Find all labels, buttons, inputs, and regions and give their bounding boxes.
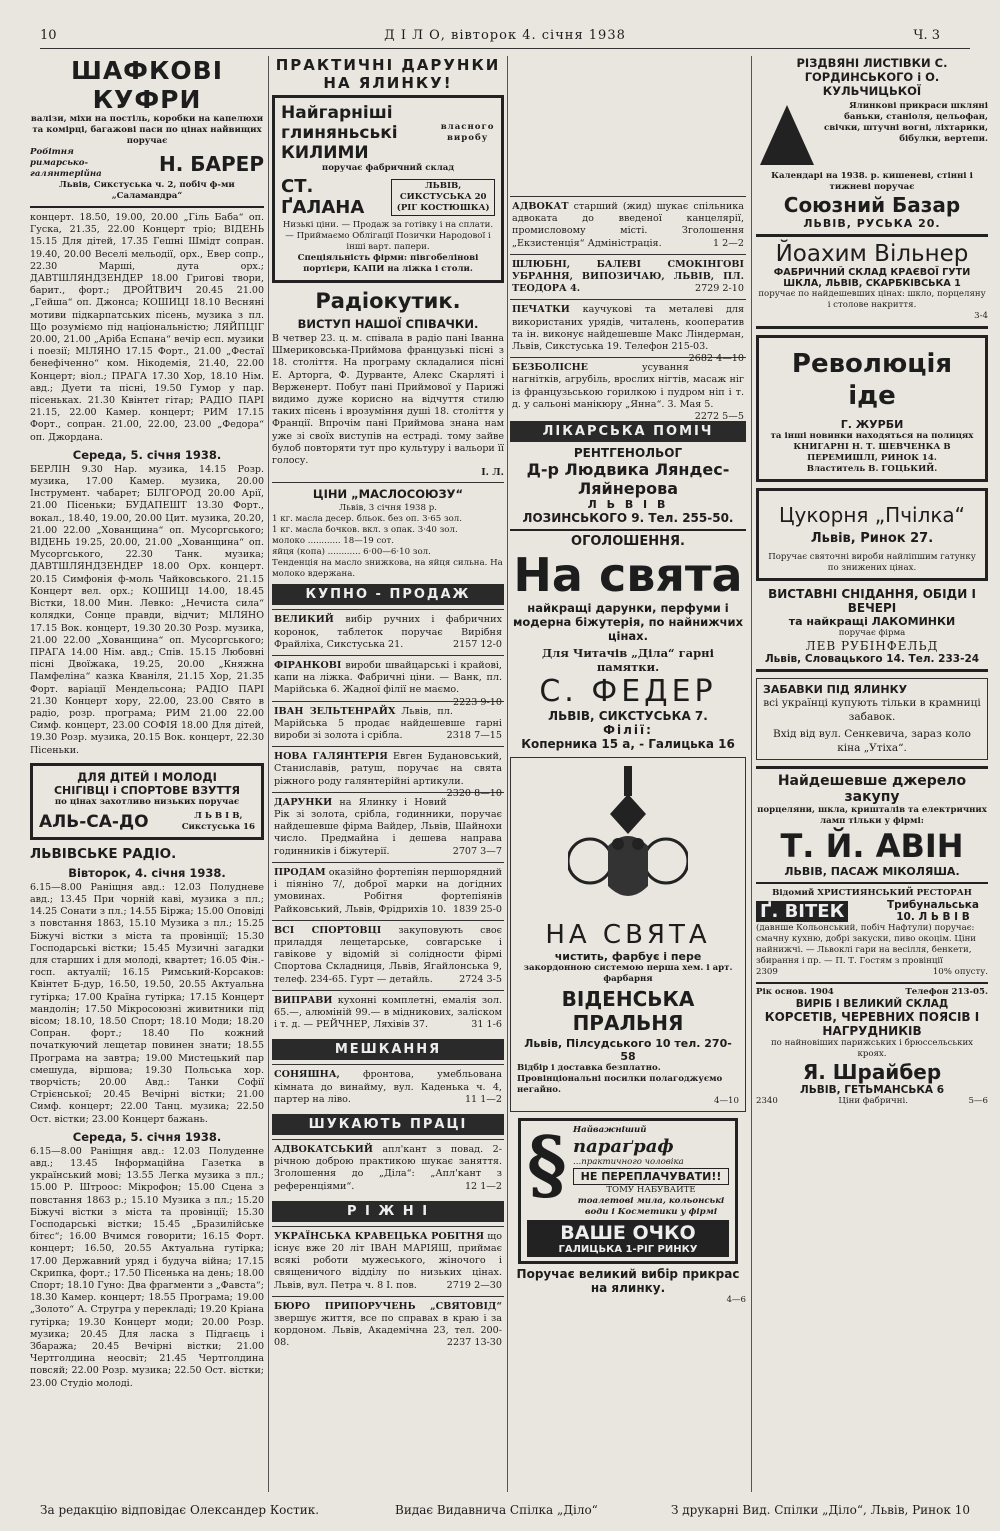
classified-ad-head: УКРАЇНСЬКА КРАВЕЦЬКА РОБІТНЯ <box>274 1230 485 1242</box>
buysell-list <box>272 609 504 1035</box>
lviv-radio-heading: ЛЬВІВСЬКЕ РАДІО. <box>30 845 177 862</box>
kufry-maker: Робітня римарсько-галянтерійна <box>30 147 102 179</box>
classified-ad <box>272 655 504 708</box>
ad-toys <box>756 678 988 760</box>
ad-revolution <box>756 335 988 482</box>
wilner-code: 3-4 <box>974 311 988 321</box>
para-address: ГАЛИЦЬКА 1-РІГ РИНКУ <box>558 1244 698 1256</box>
para-line1: ...практичного чоловіка <box>573 1157 684 1168</box>
kylymy-spec: Спеціяльність фірми: півгобелінові портієри, КАПИ на ліжка і столи. <box>297 253 479 274</box>
kylymy-firm: СТ. ҐАЛАНА <box>281 176 365 218</box>
column-3 <box>510 56 746 1492</box>
page-number: 10 <box>40 28 57 43</box>
classified-ad-code: 2707 3—7 <box>452 845 502 857</box>
classified-ad-head: ШЛЮБНІ, БАЛЕВІ СМОКІНГОВІ УБРАННЯ, ВИПОЗИЧАЮ, ЛЬВІВ, ПЛ. ТЕОДОРА 4. <box>512 258 744 295</box>
nasviata-title: На свята <box>513 548 743 603</box>
classified-ad-text: Евген Будановський, Станиславів, ратуш, поручає на свята ріжного роду галянтерійні артикули. <box>274 751 502 787</box>
classified-ad <box>272 1296 504 1354</box>
prices-date: Львів, 3 січня 1938 р. <box>339 503 437 514</box>
classified-ad-head: ФІРАНКОВІ <box>274 660 342 672</box>
housing-list <box>272 1064 504 1110</box>
para-top: Найважніший <box>573 1125 647 1136</box>
section-work: ШУКАЮТЬ ПРАЦІ <box>272 1114 504 1135</box>
avin-address: ЛЬВІВ, ПАСАЖ МІКОЛЯША. <box>784 865 960 878</box>
classified-ad <box>272 1139 504 1197</box>
kids-address: Сикстуська 16 <box>181 821 255 832</box>
classified-ad <box>272 990 504 1036</box>
vitek-text: (давнше Кольонський, побіч Нафтули) поручає: смачну кухню, добрі закуски, пиво окоцім. Ціни найнижчі. — Львоклі гари на весілля, бенкети, збирання і пр. — П. Т. Гостям з провінції <box>756 923 977 966</box>
ad-pchilka <box>756 488 988 581</box>
para-line3: тоалетові мила, кольонські води і Косметики у фірмі <box>577 1196 725 1218</box>
classified-ad-text: оказійно фортепіян першорядний і піяніно 7/, доброї марки на догідних умовинах. Робітня фортепіянів Райковський, Львів, Фрідрихів 10. <box>274 866 502 915</box>
ad-paragraph <box>518 1118 738 1264</box>
corset-text: по найновіших парижських і брюссельських кроях. <box>770 1038 974 1059</box>
classified-ad-text: що існує вже 20 літ ІВАН МАРІЯШ, приймає всякі роботи мужеського, жіночого і священичого відділу по низьких цінах. Львів, вул. Петра ч. 8 І. пов. <box>274 1230 502 1291</box>
radiokutyk-title: Радіокутик. <box>315 289 461 313</box>
radio-program: концерт. 18.50, 19.00, 20.00 „Гіль Баба“ оп. Гуска, 21.35, 22.00 Концерт тріо; ВІДЕНЬ 15.15 Для дітей, 17.35 Гешні Шмідт сопран. 19.40, 20.00 Веселі мельодії, орх., Евер сопр., 22.30 Марші, дута орх.; ДАВТШЛЯНДЗЕНДЕР 18.00 Григові твори, барит., форт.; ДРОЙТВИЧ 20.45 21.00 „Гейша“ оп. Джонса; КОШИЦІ 18.10 Весняні мотиви підкарпатських пісень, музика з пл. Що розуміємо під національністю; ЛЯЙПЦІГ 20.00, 21.00 „Аріба Еспана“ вечір есп. музики і поезії; МІЛЯНО 17.15 Форт., 21.00 „Фестаї бенефіченно“ ком. Нікодемія, 21.40, 22.00 Концерт; віол.; ПРАГА 17.30 Хор, 18.10 Нім. авд.; Дуети та пісні, 19.50 Гумор у пар. пісеньках. 21.30 Квінтет гітар; РАДІО ПАРІ 21.15, 22.00 Камер. концерт; РИМ 17.15 Форт., сопран. 21.00, 22.00, 23.00 „Федора“ оп. Джордана. <box>30 212 264 443</box>
kylymy-own: власного виробу <box>440 122 495 143</box>
rev-text: та інші новинки находяться на полицях КНИГАРНІ Н. Т. ШЕВЧЕНКА В ПЕРЕМИШЛІ, РИНОК 14. <box>770 431 974 463</box>
classified-ad <box>272 609 504 655</box>
classified-ad-code: 2729 2-10 <box>694 283 744 295</box>
classified-ad-text: старший (жид) шукає спільника адвоката до введеної канцелярії, промисловому місті. Зголошення „Екзистенція“ Адміністрація. <box>512 201 744 249</box>
lviv-program: 6.15—8.00 Раніщня авд.: 12.03 Полудневе авд.; 13.45 При чорній каві, музика з пл.; 14.25 Сонати з пл.; 14.55 Біржа; 15.00 Оповіді з повстання 1863, 15.10 Музика з пл.; 15.25 Біжучі вістки з міста та провінції; 15.30 Господарські вістки; 15.45 Музичні загадки для старших і для молоді, квартет; 16.05 Фін.-госп. актуалії; 16.15 Римський-Корсаков: Квінтет Б-дур, 16.50, 19.50, 20.55 Актуальна гутірка; 17.00 Країна гутірка; 17.15 Концерт мандолін; 17.50 Мікросоюзні живитники під вісом; 18.10, 18.50 Спорт; 18.10 Моди; 18.20 Сопран. форт.; 18.40 По кожний початкуючий лещетар повинен знати; 18.55 Програма на завтра; 19.00 Мистецький пар смешуда, віршова; 19.30 Польська хор. творчість; 20.00 Авд.: Танки Софії Стрієнської; 20.45 Вечірні вістки; 21.00 Симф. концерт; 22.00 Танц. музика; 22.50 Ост. вістки; 23.00 Концерт бажань. <box>30 881 264 1125</box>
classified-ad-text: апл'кант з повад. 2-річною доброю практикою шукає заняття. Зголошення до „Діла“: „Апл'кант з референціями“. <box>274 1143 502 1192</box>
pchilka-text: Поручає святочні вироби найліпшим гатунку по знижених цінах. <box>768 552 976 573</box>
work-list <box>272 1139 504 1197</box>
classified-ad-head: ВСІ СПОРТОВЦІ <box>274 924 382 936</box>
gifts-banner: ПРАКТИЧНІ ДАРУНКИ НА ЯЛИНКУ! <box>275 56 501 92</box>
classified-ad <box>272 1064 504 1110</box>
pralnia-title: НА СВЯТА <box>545 920 711 951</box>
classified-ad-code: 2223 9-10 <box>452 696 502 708</box>
section-buysell: КУПНО - ПРОДАЖ <box>272 584 504 605</box>
classified-ad-code: 2318 7—15 <box>446 730 502 742</box>
bazar-address: ЛЬВІВ, РУСЬКА 20. <box>803 217 941 230</box>
wilner-text: поручає по найдешевших цінах: шкло, порцеляну і столове накриття. <box>758 289 986 310</box>
section-misc: Р І Ж Н І <box>272 1201 504 1222</box>
classified-ad-text: Львів, пл. Марійська 5 продає найдешевше гарні вироби зі золота і срібла. <box>274 705 502 742</box>
radiokutyk-text: В четвер 23. ц. м. співала в радіо пані Іванна Шмериковська-Приймова французькі пісні з 18. століття. На програму складалися пісні Е. Арторга, Ф. Дурванте, Алекс Скарляті і Верженерт. Побут пані Приймової у Парижі видимо дуже корисно на відчуття стилю таких пісень і врозуміння душі 18. століття у Франції. Впрочім пані Приймова знана нам уже зі своїх виступів на естраді. тому зайве булоб повторяти тут про культуру і вальори її голосу. <box>272 333 504 467</box>
toys-text: всі українці купують тільки в крамниці забавок. <box>763 697 981 723</box>
classified-ad-text: кухонні комплетні, емалія зол. 65.—, алюміній 99.— в мідникових, заліском і т. д. — РЕЙЧНЕР, Ляхівів 37. <box>274 994 502 1031</box>
classified-ad-text: фронтова, умебльована кімната до винайму, вул. Каденька ч. 4, партер на ліво. <box>274 1069 502 1105</box>
classified-ad-text: на Ялинку і Новий Рік зі золота, срібла, годинники, поручає найдешевше фірма Вайдер, Львів, Шайнохи число. Предмайна і дешева направа годинників і біжутерії. <box>274 796 502 857</box>
avin-text: порцеляни, шкла, кришталів та електричних ламп тільки у фірмі: <box>757 805 987 826</box>
classified-ad-head: СОНЯШНА, <box>274 1069 340 1081</box>
pralnia-address: Львів, Пілсудського 10 тел. 270-58 <box>524 1037 732 1064</box>
pralnia-note: Відбір і доставка безплатно. Провінціональні посилки полагоджуємо негайно. <box>517 1063 723 1096</box>
corset-code2: 5—6 <box>968 1096 988 1106</box>
classified-ad-head: НОВА ГАЛЯНТЕРІЯ <box>274 751 388 763</box>
feder-address: ЛЬВІВ, СИКСТУСЬКА 7. <box>548 709 708 724</box>
classified-ad-head: ДАРУНКИ <box>274 796 333 808</box>
rev-title: Революція іде <box>791 349 953 411</box>
prices-row: 1 кг. масла десер. бльок. без оп. 3·65 зол. <box>272 514 462 525</box>
classified-ad <box>272 746 504 799</box>
classified-ad-text: вироби швайцарські і крайові, капи на ліжка. Фабричні ціни. — Ванк, пл. Марійська 6. Жадної філії не маємо. <box>274 660 502 696</box>
corset-address: ЛЬВІВ, ГЕТЬМАНСЬКА 6 <box>799 1084 945 1096</box>
classified-ad-code: 2272 5—5 <box>694 411 744 423</box>
classified-ad-head: ВИПРАВИ <box>274 994 333 1006</box>
medical-band: ЛІКАРСЬКА ПОМІЧ <box>510 421 746 442</box>
ad-cards <box>756 56 988 237</box>
ad-wilner <box>756 237 988 329</box>
corset-code: 2340 <box>756 1096 778 1106</box>
corset-head: ВИРІБ І ВЕЛИКИЙ СКЛАД <box>795 998 949 1010</box>
avin-name: Т. Й. АВІН <box>780 827 964 865</box>
corset-prices: Ціни фабричні. <box>838 1096 908 1106</box>
classified-ad-text: вибір ручних і фабричних коронок, таблеток поручає Вирібня Фрайліха, Сикстуська 21. <box>274 614 502 650</box>
prices-row: 1 кг. масла бочков. вкл. з опак. 3·40 зол. <box>272 525 458 536</box>
medical-address: ЛОЗИНСЬКОГО 9. Тел. 255-50. <box>522 511 734 526</box>
kids-firm: АЛЬ-СА-ДО <box>39 811 149 832</box>
wilner-name: Йоахим Вільнер <box>775 241 969 267</box>
pralnia-sub: закордонною системою перша хем. і арт. фарбарня <box>523 963 733 985</box>
ad-kylymy <box>272 95 504 283</box>
wilner-sub: ФАБРИЧНИЙ СКЛАД КРАЄВОЇ ГУТИ ШКЛА, ЛЬВІВ, СКАРБКІВСЬКА 1 <box>773 267 971 289</box>
medical-sub: РЕНТГЕНОЛЬОГ <box>573 446 683 461</box>
corset-year: Рік основ. 1904 <box>756 987 834 997</box>
bazar-name: Союзний Базар <box>783 193 961 217</box>
kylymy-sub: поручає фабричний склад <box>321 163 455 173</box>
para-line2: ТОМУ НАБУВАЙТЕ <box>606 1185 696 1196</box>
paragraph-sign-icon: § <box>527 1120 567 1210</box>
column-divider <box>507 56 508 1492</box>
masthead: Д І Л О, вівторок 4. січня 1938 <box>384 28 626 43</box>
classified-ad-head: АДВОКАТ <box>512 201 569 212</box>
toys-where: Вхід від вул. Сенкевича, зараз коло кіна „Утіха“. <box>772 728 972 754</box>
divider <box>272 482 504 483</box>
kylymy-address: ЛЬВІВ, СИКСТУСЬКА 20 (РІГ КОСТЮШКА) <box>391 179 495 216</box>
feder-name: С. ФЕДЕР <box>539 674 717 710</box>
rev-author: Г. ЖУРБИ <box>840 418 904 431</box>
classified-ad <box>272 1226 504 1296</box>
corset-title: КОРСЕТІВ, ЧЕРЕВНИХ ПОЯСІВ І НАГРУДНИКІВ <box>764 1010 980 1038</box>
pchilka-address: Львів, Ринок 27. <box>810 531 934 546</box>
meals-firm-label: поручає фірма <box>838 628 906 638</box>
issue-number: Ч. 3 <box>913 28 940 43</box>
ad-feder <box>510 549 746 751</box>
para-warning: НЕ ПЕРЕПЛАЧУВАТИ!! <box>573 1168 729 1185</box>
top-ads-list <box>510 196 746 423</box>
prices-row: яйця (копа) ............ 6·00—6·10 зол. <box>272 547 431 558</box>
classified-ad <box>272 862 504 920</box>
corset-phone: Телефон 213-05. <box>905 987 988 997</box>
cards-calendar: Календарі на 1938. р. кишеневі, стінні і тижневі поручає <box>771 171 973 192</box>
footer-editor: За редакцію відповідає Олександер Костик. <box>40 1503 320 1517</box>
pralnia-code: 4—10 <box>714 1096 739 1107</box>
classified-ad-code: 31 1-6 <box>471 1019 502 1031</box>
classified-ad-code: 2719 2—30 <box>446 1279 502 1291</box>
medical-city: Л Ь В І В <box>587 498 669 512</box>
radiokutyk-signature: І. Л. <box>481 467 504 479</box>
meals-title: ВИСТАВНІ СНІДАННЯ, ОБІДИ І ВЕЧЕРІ <box>768 587 976 615</box>
kufry-text: валізи, міхи на постіль, коробки на капелюхи та комірці, багажові паси по цінах найвищих поручає <box>30 114 264 146</box>
classified-ad-text: звершує життя, все по справах в краю і за кордоном. Львів, Академічна 23, тел. 200-08. <box>274 1312 502 1349</box>
kylymy-text: Низькі ціни. — Продаж за готівку і на сплати. — Приймаємо Облігації Позички Народової і інші варт. папери. <box>282 220 494 252</box>
medical-name: Д-р Людвика Ляндес-Ляйнерова <box>526 460 730 499</box>
notices-heading: ОГОЛОШЕННЯ. <box>510 529 746 549</box>
classified-ad-head: ПРОДАМ <box>274 866 326 878</box>
classified-ad <box>272 920 504 990</box>
kufry-name: Н. БАРЕР <box>159 151 264 176</box>
meals-sub: та найкращі ЛАКОМИНКИ <box>788 615 956 628</box>
triangle-logo-icon <box>756 101 818 171</box>
feder-branches: Коперника 15 а, - Галицька 16 <box>521 737 735 752</box>
classified-ad-code: 2237 13-30 <box>446 1337 502 1349</box>
pralnia-text: чистить, фарбує і пере <box>554 950 702 964</box>
ad-kufry <box>30 56 264 208</box>
para-title: параґраф <box>573 1136 674 1158</box>
corset-name: Я. Шрайбер <box>802 1060 942 1084</box>
para-bottom: Поручає великий вибір прикрас на ялинку. <box>516 1267 740 1296</box>
classified-ad <box>510 299 746 365</box>
column-divider <box>268 56 269 1492</box>
vitek-head: Відомий ХРИСТИЯНСЬКИЙ РЕСТОРАН <box>772 888 972 898</box>
classified-ad-text: усування нагнітків, агрубіль, врослих нігтів, масаж ніг із французьською горилкою і пудром ніп і т. д. у сальоні манікюру „Янна“. 3. Мая 5. <box>512 362 744 410</box>
meals-firm: ЛЕВ РУБІНФЕЛЬД <box>805 639 939 653</box>
toys-title: ЗАБАВКИ ПІД ЯЛИНКУ <box>763 683 908 696</box>
meals-address: Львів, Словацького 14. Тел. 233-24 <box>764 653 980 665</box>
ad-alsado <box>30 763 264 840</box>
classified-ad-code: 2724 3-5 <box>459 973 502 985</box>
eagle-emblem-icon <box>568 766 688 916</box>
nasviata-readers: Для Читачів „Діла“ гарні памятки. <box>542 646 714 675</box>
date-heading: Середа, 5. січня 1938. <box>72 1129 222 1144</box>
lviv-program: 6.15—8.00 Раніщня авд.: 12.03 Полуденне авд.; 13.45 Інформаційна Газетка в український мові; 13.55 Легка музика з пл.; 15.00 Р. Штроос: Мікрофон; 15.00 Сцена з повстання 1863 р.; 15.10 Музика з пл.; 15.20 Біжучі вістки з міста та провінції; 15.30 Господарські вістки; 15.45 „Бразилійське бітєс“; 16.00 Вчимся говорити; 16.15 Форт. концерт; 16.50, 20.55 Актуальна гутірка; 17.00 Державний уряд і будуча війна; 17.15 Скрипка, форт.; 17.50 Пісенька на день; 18.00 Спорт; 18.10 Гуно: Два фрагменти з „Фавста“; 18.30 Камер. концерт; 18.55 Програма; 19.00 „Золото“ А. Стругра у перекладі; 19.20 Кріана гутірка; 19.30 Концерт моди; 20.00 Розр. музика; 20.45 Для ласка з Підгаєць і Збаража; 20.45 Вечірні вістки; 21.00 Чертголдина неосвіт; 21.45 Чертголдина повсяй; 22.00 Розр. музика; 22.50 Ост. вістки; 23.00 Студіо молоді. <box>30 1145 264 1389</box>
classified-ad-text: каучукові та металеві для використаних урядів, читалень, кооператив та ін. виконує найдешевше Макс Ліндерман, Львів, Сикстуська 19. Телефон 215-03. <box>512 304 744 353</box>
prices-note: Тенденція на масло знижкова, на яйця сильна. На молоко вдержана. <box>272 558 503 580</box>
nasviata-text: найкращі дарунки, перфуми і модерна біжутерія, по найнижчих цінах. <box>512 601 744 644</box>
classified-ad-text: закуповують своє приладдя лещетарське, совгарське і гавікове у відомій зі солідности фірмі Спортова Складниця, Львів, Ягайлонська 9, телеф. 234-65. Гурт — детайль. <box>274 924 502 985</box>
kufry-address: Львів, Сикстуська ч. 2, побіч ф-ми „Саламандра“ <box>59 180 235 201</box>
radiokutyk-subtitle: ВИСТУП НАШОЇ СПІВАЧКИ. <box>297 317 479 331</box>
classified-ad <box>510 196 746 254</box>
avin-head: Найдешевше джерело закупу <box>777 773 967 805</box>
ad-corset <box>756 982 988 1107</box>
cards-title: РІЗДВЯНІ ЛИСТІВКИ С. ГОРДИНСЬКОГО і О. КУЛЬЧИЦЬКОЇ <box>796 56 948 98</box>
radio-program: БЕРЛІН 9.30 Нар. музика, 14.15 Розр. музика, 17.00 Камер. музика, 20.00 Інструмент. чабарет; БІЛГОРОД 20.00 Арії, 21.00 Пісеньки; БУДАПЕШТ 13.30 Форт., вокал., 18.40, 19.00, 20.00 Цит. музика, 20.20, 21.00 22.00 „Хованщина“ оп. Мусоргського; ВІДЕНЬ 19.25, 20.00, 21.00 „Хованщина“ оп. Мусоргського, 22.30 Танк. музика; ДАВТШЛЯНДЗЕНДЕР 18.00 Орх. концерт. 20.15 Симфонія ф-моль Чайковського. 21.15 Концерт вел. орх.; КОШИЦІ 14.00, 18.45 Вістки, 18.00 Мин. Левко: „Нечиста сила“ колядки, Сонце правди, відчит; МІЛЯНО 17.15 Вок. концерт, 19.30 20.30 Розр. музика, 21.00 22.00 „Хованщина“ оп. Мусоргського; ПРАГА 14.00 Нім. авд.; Спів. 15.15 Любовні пісні Двоїжака, 19.25, 20.00 „Княжна Памфеліна“ казка Кваніля, 21.15 Хор, 21.35 Форт. варіації Мендельсона; РАДІО ПАРІ 21.30 Концерт хору, 22.00, 23.00 Свято в радіо, розр. програма; РИМ 21.00 22.00 Симф. концерт, 23.00 СОФІЯ 18.00 Для дітей, 19.30 Розр. музика, 20.15 Вок. концерт, 22.30 Пісеньки. <box>30 463 264 756</box>
classified-ad-code: 11 1—2 <box>464 1093 502 1105</box>
para-code: 4—6 <box>726 1295 746 1306</box>
vitek-discount: 10% опусту. <box>932 967 988 977</box>
column-1 <box>30 56 264 1492</box>
kylymy-title: Найгарніші глиняньські КИЛИМИ <box>281 103 398 163</box>
rev-owner: Властитель В. ГОЦЬКИЙ. <box>806 464 938 474</box>
para-firm: ВАШЕ ОЧКО <box>560 1222 696 1245</box>
classified-ad-code: 2157 12-0 <box>452 638 502 650</box>
vitek-code: 2309 <box>756 967 778 977</box>
classified-ad-code: 12 1—2 <box>464 1180 502 1192</box>
classified-ad-head: ІВАН ЗЕЛЬТЕНРАЙХ <box>274 705 396 717</box>
classified-ad-head: ПЕЧАТКИ <box>512 304 570 316</box>
misc-list <box>272 1226 504 1354</box>
ad-avin <box>756 766 988 878</box>
date-heading: Вівторок, 4. січня 1938. <box>68 865 226 880</box>
kids-text: по цінах захотливо низьких поручає <box>54 796 240 807</box>
page-header <box>40 26 970 49</box>
vitek-address: Трибунальська 10. Л Ь В І В <box>887 899 979 923</box>
classified-ad <box>510 254 746 300</box>
classified-ad-head: БЕЗБОЛІСНЕ <box>512 362 588 374</box>
kids-city: Л Ь В І В, <box>194 810 243 821</box>
column-2 <box>272 56 504 1492</box>
classified-ad-head: ВЕЛИКИЙ <box>274 614 334 626</box>
prices-row: молоко ............ 18—19 сот. <box>272 536 394 547</box>
classified-ad-head: АДВОКАТСЬКИЙ <box>274 1143 373 1155</box>
kids-subtitle: СНІГІВЦІ і СПОРТОВЕ ВЗУТТЯ <box>53 783 241 797</box>
pralnia-name: ВІДЕНСЬКА ПРАЛЬНЯ <box>561 987 695 1036</box>
kufry-title: ШАФКОВІ КУФРИ <box>70 56 224 114</box>
classified-ad-code: 2320 8—10 <box>446 787 502 799</box>
classified-ad-code: 2682 4—10 <box>688 353 744 365</box>
classified-ad <box>272 792 504 862</box>
section-housing: МЕШКАННЯ <box>272 1039 504 1060</box>
footer-publisher: Видає Видавнича Спілка „Діло“ <box>395 1503 598 1517</box>
date-heading: Середа, 5. січня 1938. <box>72 447 222 462</box>
cards-text: Ялинкові прикраси шкляні баньки, станіоля, цельофан, свічки, штучні вогні, ліхтарики, бібулки, вертепи. <box>823 101 988 144</box>
classified-ad-code: 1 2—2 <box>713 237 744 249</box>
classified-ad-head: БЮРО ПРИПОРУЧЕНЬ „СВЯТОВІД“ <box>274 1300 502 1312</box>
column-4 <box>756 56 988 1492</box>
column-divider <box>751 56 752 1492</box>
kids-title: ДЛЯ ДІТЕЙ І МОЛОДІ <box>77 769 217 784</box>
classified-ad <box>510 357 746 423</box>
footer-printer: З друкарні Вид. Спілки „Діло“, Львів, Ринок 10 <box>670 1503 970 1517</box>
pchilka-title: Цукорня „Пчілка“ <box>778 503 966 527</box>
ad-pralnia <box>510 757 746 1112</box>
prices-title: ЦІНИ „МАСЛОСОЮЗУ“ <box>312 487 464 502</box>
ad-meals <box>756 587 988 672</box>
vitek-name: Ґ. ВІТЕК <box>756 901 848 922</box>
classified-ad-code: 1839 25-0 <box>452 903 502 915</box>
ad-vitek <box>756 882 988 978</box>
feder-branch-label: Філії: <box>603 723 653 738</box>
